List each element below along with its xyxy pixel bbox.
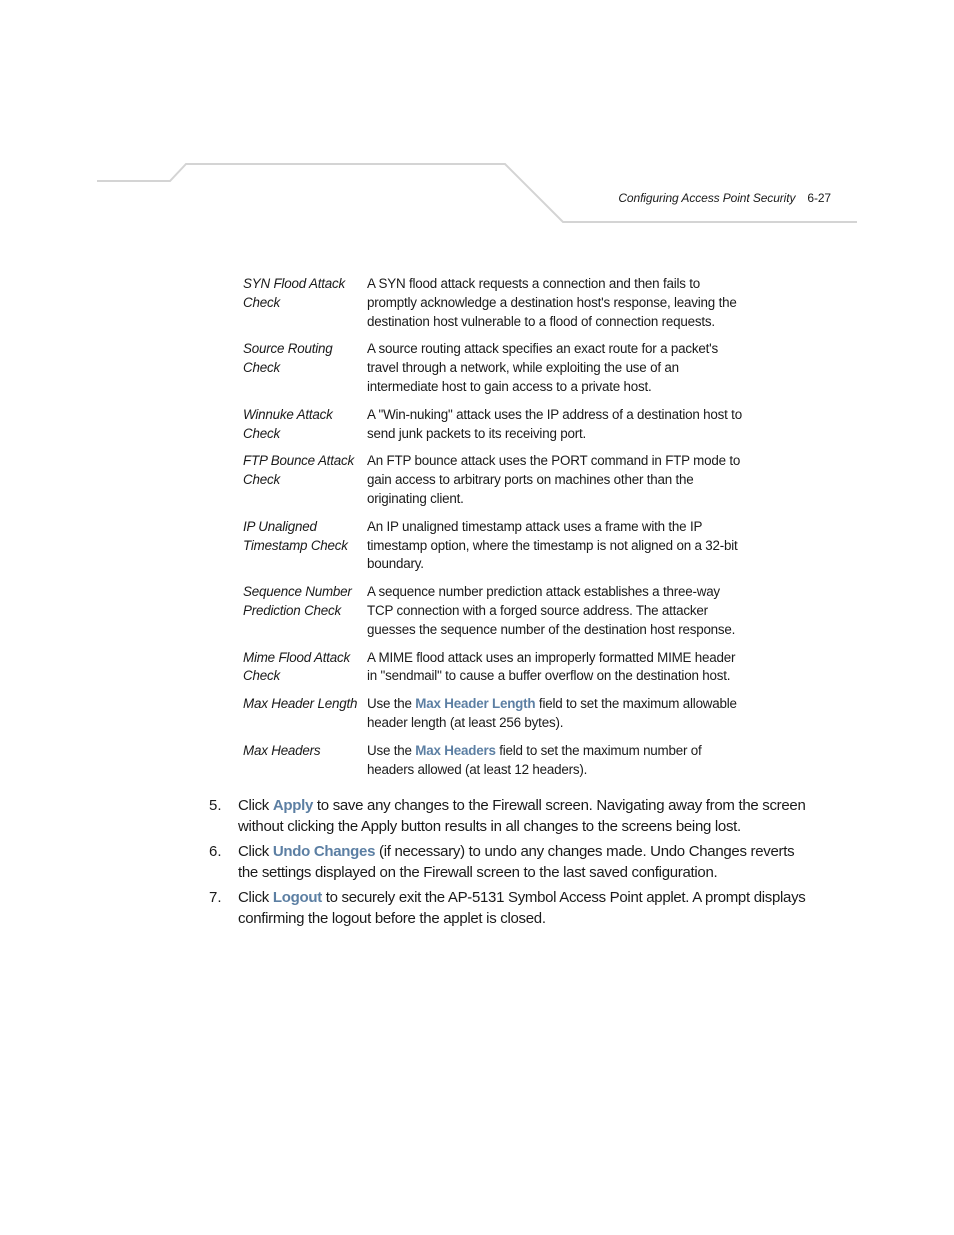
definition-description: An FTP bounce attack uses the PORT command in FTP mode to gain access to arbitrary ports on machines other than the originating client. — [367, 453, 741, 506]
definition-description — [367, 742, 743, 780]
definition-term: IP Unaligned Timestamp Check — [243, 518, 348, 553]
logout-button-ref: Logout — [272, 889, 322, 906]
definition-row — [243, 695, 743, 733]
definition-term: Mime Flood Attack Check — [243, 649, 350, 684]
definition-description: An IP unaligned timestamp attack uses a frame with the IP timestamp option, where the timestamp is not aligned on a 32-bit boundary. — [367, 518, 738, 572]
definition-row — [243, 518, 743, 574]
step-text-part: (if necessary) to undo any changes made. Undo Changes reverts the settings displayed on the Firewall screen to the last saved configuration. — [238, 843, 795, 881]
max-header-length-field-ref: Max Header Length — [415, 696, 536, 712]
definition-row — [243, 340, 743, 396]
definition-term: Winnuke Attack Check — [243, 406, 333, 441]
definition-term: Source Routing Check — [243, 341, 333, 376]
step-text-part: Click — [238, 797, 273, 814]
definition-term: FTP Bounce Attack Check — [243, 453, 354, 488]
definition-description: A sequence number prediction attack establishes a three-way TCP connection with a forged source address. The attacker guesses the sequence number of the destination host response. — [367, 584, 736, 637]
running-header — [618, 191, 831, 205]
max-headers-field-ref: Max Headers — [415, 742, 496, 758]
definition-row — [243, 452, 743, 508]
definition-row — [243, 583, 743, 639]
procedure-step — [209, 842, 809, 883]
page-number: 6-27 — [807, 191, 831, 205]
step-text-part: to securely exit the AP-5131 Symbol Access Point applet. A prompt displays confirming the logout before the applet is closed. — [238, 889, 806, 927]
step-number: 7. — [209, 889, 222, 906]
description-text: Use the — [367, 742, 416, 758]
definition-description: A source routing attack specifies an exact route for a packet's travel through a network, while exploiting the use of an intermediate host to gain access to a private host. — [367, 341, 718, 394]
step-text — [238, 796, 809, 837]
definition-term: Sequence Number Prediction Check — [243, 584, 352, 618]
section-title: Configuring Access Point Security — [618, 191, 796, 205]
definition-description: A "Win-nuking" attack uses the IP address of a destination host to send junk packets to its receiving port. — [367, 406, 742, 441]
step-number: 5. — [209, 797, 222, 814]
definition-row — [243, 406, 743, 444]
apply-button-ref: Apply — [272, 797, 314, 814]
procedure-step — [209, 796, 809, 837]
description-text: Use the — [367, 696, 416, 712]
definition-row — [243, 649, 743, 687]
description-text: field to set the maximum allowable header length (at least 256 bytes). — [367, 696, 737, 730]
procedure-steps — [209, 796, 809, 934]
step-text-part: Click — [238, 889, 273, 906]
definition-description: A MIME flood attack uses an improperly formatted MIME header in "sendmail" to cause a buffer overflow on the destination host. — [367, 649, 736, 684]
step-text-part: to save any changes to the Firewall screen. Navigating away from the screen without clicking the Apply button results in all changes to the screens being lost. — [238, 797, 806, 835]
definition-row — [243, 742, 743, 780]
definition-list — [243, 275, 743, 788]
definition-description: A SYN flood attack requests a connection and then fails to promptly acknowledge a destination host's response, leaving the destination host vulnerable to a flood of connection requests. — [367, 276, 737, 329]
description-text: field to set the maximum number of headers allowed (at least 12 headers). — [367, 742, 702, 777]
step-text-part: Click — [238, 843, 273, 860]
step-number: 6. — [209, 843, 222, 860]
step-text — [238, 842, 809, 883]
undo-changes-button-ref: Undo Changes — [272, 843, 376, 860]
definition-term: Max Headers — [243, 742, 321, 758]
definition-row — [243, 275, 743, 331]
definition-term: SYN Flood Attack Check — [243, 276, 345, 310]
step-text — [238, 888, 809, 929]
definition-description — [367, 695, 743, 733]
definition-term: Max Header Length — [243, 696, 358, 712]
procedure-step — [209, 888, 809, 929]
